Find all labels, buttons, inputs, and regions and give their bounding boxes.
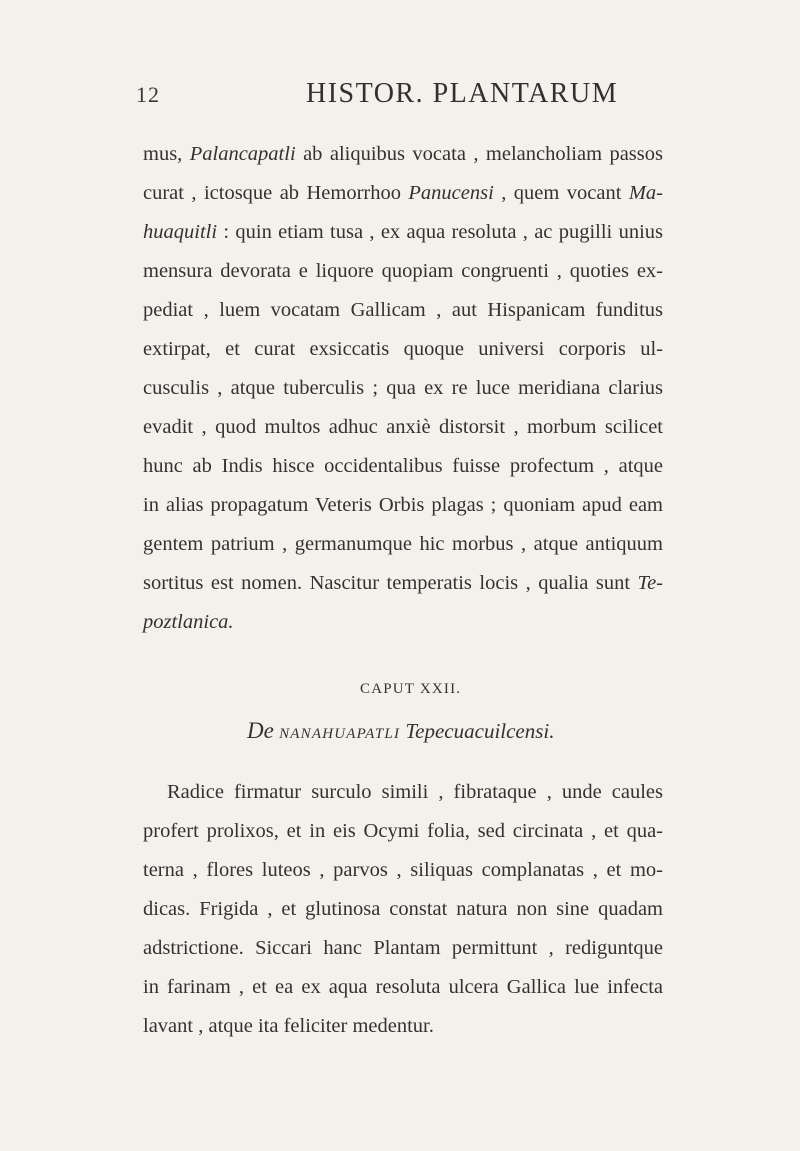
text-line: huaquitli : quin etiam tusa , ex aqua resoluta , ac pugilli unius	[143, 221, 663, 243]
text-line: cusculis , atque tuberculis ; qua ex re luce meridiana clarius	[143, 377, 663, 399]
chapter-title-prefix: De	[247, 718, 274, 743]
chapter-number: CAPUT XXII.	[360, 681, 462, 697]
text-line: Radice firmatur surculo simili , fibrataque , unde caules	[167, 781, 663, 803]
text-line: mus, Palancapatli ab aliquibus vocata , melancholiam passos	[143, 143, 663, 165]
text-line: dicas. Frigida , et glutinosa constat natura non sine quadam	[143, 898, 663, 920]
text-line: evadit , quod multos adhuc anxiè distorsit , morbum scilicet	[143, 416, 663, 438]
text-line: gentem patrium , germanumque hic morbus , atque antiquum	[143, 533, 663, 555]
text-line: hunc ab Indis hisce occidentalibus fuisse profectum , atque	[143, 455, 663, 477]
paragraph-1	[143, 135, 663, 642]
running-title: HISTOR. PLANTARUM	[306, 78, 619, 109]
text-line: terna , flores luteos , parvos , siliquas complanatas , et mo-	[143, 859, 663, 881]
text-line: in alias propagatum Veteris Orbis plagas ; quoniam apud eam	[143, 494, 663, 516]
text-line: extirpat, et curat exsiccatis quoque universi corporis ul-	[143, 338, 663, 360]
chapter-title	[247, 718, 555, 744]
text-line: curat , ictosque ab Hemorrhoo Panucensi , quem vocant Ma-	[143, 182, 663, 204]
text-line: adstrictione. Siccari hanc Plantam permittunt , rediguntque	[143, 937, 663, 959]
text-line: mensura devorata e liquore quopiam congruenti , quoties ex-	[143, 260, 663, 282]
page-number: 12	[136, 82, 160, 107]
chapter-title-epithet: Tepecuacuilcensi.	[405, 719, 555, 743]
text-line: lavant , atque ita feliciter medentur.	[143, 1015, 434, 1037]
text-line: sortitus est nomen. Nascitur temperatis locis , qualia sunt Te-	[143, 572, 663, 594]
text-line: pediat , luem vocatam Gallicam , aut Hispanicam funditus	[143, 299, 663, 321]
text-line: profert prolixos, et in eis Ocymi folia, sed circinata , et qua-	[143, 820, 663, 842]
paragraph-2	[143, 773, 663, 1046]
chapter-title-name: NANAHUAPATLI	[279, 726, 401, 742]
text-line: poztlanica.	[143, 611, 234, 633]
running-head	[0, 78, 800, 118]
text-line: in farinam , et ea ex aqua resoluta ulcera Gallica lue infecta	[143, 976, 663, 998]
